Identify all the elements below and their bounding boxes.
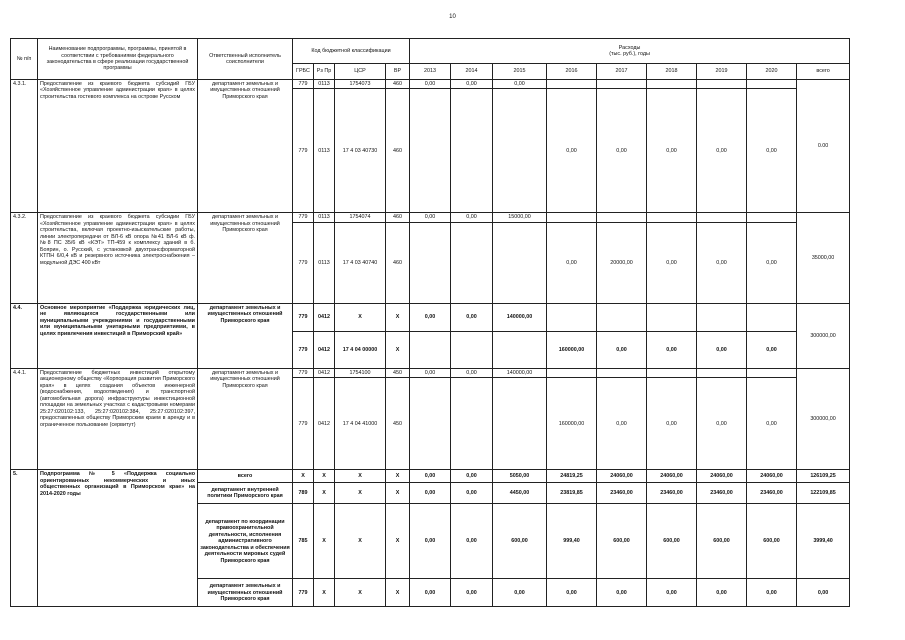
- header-vr: ВР: [386, 64, 410, 80]
- cell-2013: [410, 222, 451, 303]
- cell-total: 126109,25: [797, 470, 850, 483]
- row-executor: департамент внутренней политики Приморского края: [198, 483, 293, 504]
- cell-2017: 0,00: [597, 89, 647, 213]
- cell-vr: 460: [386, 213, 410, 222]
- cell-grbs: 779: [293, 89, 314, 213]
- cell-2017: [597, 368, 647, 377]
- cell-2016: 160000,00: [547, 378, 597, 470]
- row-executor: департамент земельных и имущественных отношений Приморского края: [198, 303, 293, 368]
- header-2013: 2013: [410, 64, 451, 80]
- cell-vr: Х: [386, 331, 410, 368]
- cell-2013: 0,00: [410, 483, 451, 504]
- cell-2013: 0,00: [410, 579, 451, 607]
- cell-rzpr: 0412: [314, 378, 335, 470]
- cell-2020: 600,00: [747, 504, 797, 579]
- cell-vr: 450: [386, 368, 410, 377]
- cell-2013: [410, 89, 451, 213]
- cell-rzpr: Х: [314, 504, 335, 579]
- cell-2016: [547, 368, 597, 377]
- cell-csr: 1754100: [335, 368, 386, 377]
- cell-2015: [493, 378, 547, 470]
- cell-rzpr: 0412: [314, 331, 335, 368]
- cell-total: 0,00: [797, 579, 850, 607]
- cell-csr: 17 4 04 41000: [335, 378, 386, 470]
- cell-2019: [697, 303, 747, 331]
- cell-2020: 0,00: [747, 579, 797, 607]
- cell-2016: 0,00: [547, 222, 597, 303]
- cell-total: 0.00: [797, 80, 850, 213]
- cell-grbs: 779: [293, 303, 314, 331]
- cell-2013: 0,00: [410, 213, 451, 222]
- cell-2019: 0,00: [697, 222, 747, 303]
- cell-grbs: Х: [293, 470, 314, 483]
- cell-rzpr: Х: [314, 579, 335, 607]
- cell-rzpr: Х: [314, 470, 335, 483]
- row-executor: департамент земельных и имущественных отношений Приморского края: [198, 80, 293, 213]
- cell-2019: 23460,00: [697, 483, 747, 504]
- cell-2018: 0,00: [647, 222, 697, 303]
- cell-2014: 0,00: [451, 213, 493, 222]
- cell-2019: [697, 368, 747, 377]
- cell-2017: 24060,00: [597, 470, 647, 483]
- cell-total: 122109,85: [797, 483, 850, 504]
- row-name: Предоставление из краевого бюджета субсидии ГБУ «Хозяйственное управление администрации края» в целях строительства, включая проектно-изыскательские работы, линии электропередачи от ВЛ-6 кВ опора №41 ВЛ-6 кВ ф. №8 ПС 35/6 кВ «КЭТ» ТП-459 к комплексу зданий в б. Боярин, о. Русский, с установкой двухтрансформаторной КТПН 6/0,4 кВ и резервного источника электроснабжения – модульной ДЭС 400 кВт: [38, 213, 198, 303]
- cell-2014: 0,00: [451, 80, 493, 89]
- cell-2016: 0,00: [547, 579, 597, 607]
- cell-grbs: 779: [293, 213, 314, 222]
- cell-vr: Х: [386, 470, 410, 483]
- cell-2020: [747, 303, 797, 331]
- cell-vr: 450: [386, 378, 410, 470]
- row-executor: департамент земельных и имущественных отношений Приморского края: [198, 579, 293, 607]
- cell-2014: 0,00: [451, 368, 493, 377]
- cell-2015: [493, 331, 547, 368]
- cell-2018: 0,00: [647, 579, 697, 607]
- header-2020: 2020: [747, 64, 797, 80]
- header-2019: 2019: [697, 64, 747, 80]
- cell-2013: [410, 378, 451, 470]
- header-2018: 2018: [647, 64, 697, 80]
- cell-grbs: 789: [293, 483, 314, 504]
- cell-2018: 0,00: [647, 378, 697, 470]
- cell-2020: 0,00: [747, 89, 797, 213]
- cell-2014: [451, 378, 493, 470]
- cell-2020: 24060,00: [747, 470, 797, 483]
- cell-csr: Х: [335, 470, 386, 483]
- cell-2018: 24060,00: [647, 470, 697, 483]
- header-csr: ЦСР: [335, 64, 386, 80]
- cell-2018: [647, 368, 697, 377]
- row-num: 4.4.: [11, 303, 38, 368]
- budget-table: [10, 38, 850, 607]
- header-kbk: Код бюджетной классификации: [293, 39, 410, 64]
- cell-2013: [410, 331, 451, 368]
- header-name: Наименование подпрограммы, программы, принятой в соответствии с требованиями федерального законодательства в сфере реализации государственной программы: [38, 39, 198, 80]
- cell-2014: 0,00: [451, 579, 493, 607]
- cell-rzpr: 0113: [314, 213, 335, 222]
- cell-2016: [547, 80, 597, 89]
- cell-2016: 160000,00: [547, 331, 597, 368]
- table-row: [11, 303, 850, 331]
- cell-2020: 0,00: [747, 378, 797, 470]
- cell-2019: 0,00: [697, 89, 747, 213]
- cell-2015: 5050,00: [493, 470, 547, 483]
- cell-2018: 0,00: [647, 89, 697, 213]
- cell-2019: [697, 80, 747, 89]
- cell-rzpr: 0412: [314, 303, 335, 331]
- cell-csr: 17 4 03 40730: [335, 89, 386, 213]
- cell-grbs: 779: [293, 368, 314, 377]
- cell-2019: 0,00: [697, 579, 747, 607]
- cell-total: 300000,00: [797, 303, 850, 368]
- cell-total: 300000,00: [797, 368, 850, 469]
- cell-2015: [493, 89, 547, 213]
- row-name: Предоставление из краевого бюджета субсидий ГБУ «Хозяйственное управление администрации края» в целях строительства гостевого комплекса на острове Русском: [38, 80, 198, 213]
- cell-2017: [597, 213, 647, 222]
- cell-rzpr: 0113: [314, 80, 335, 89]
- cell-2017: 600,00: [597, 504, 647, 579]
- cell-csr: 1754073: [335, 80, 386, 89]
- cell-2016: 24819,25: [547, 470, 597, 483]
- cell-2015: 140000,00: [493, 368, 547, 377]
- header-total: всего: [797, 64, 850, 80]
- row-executor: департамент по координации правоохранительной деятельности, исполнения административного законодательства и обеспечения деятельности мировых судей Приморского края: [198, 504, 293, 579]
- cell-grbs: 779: [293, 579, 314, 607]
- row-executor: департамент земельных и имущественных отношений Приморского края: [198, 368, 293, 469]
- cell-2015: 0,00: [493, 80, 547, 89]
- cell-2018: [647, 303, 697, 331]
- cell-rzpr: Х: [314, 483, 335, 504]
- header-grbs: ГРБС: [293, 64, 314, 80]
- cell-csr: 1754074: [335, 213, 386, 222]
- cell-2014: 0,00: [451, 303, 493, 331]
- table-row: [11, 80, 850, 89]
- cell-total: 35000,00: [797, 213, 850, 303]
- cell-grbs: 779: [293, 331, 314, 368]
- row-executor: всего: [198, 470, 293, 483]
- cell-2017: 23460,00: [597, 483, 647, 504]
- cell-2018: 23460,00: [647, 483, 697, 504]
- cell-2017: 0,00: [597, 331, 647, 368]
- cell-vr: Х: [386, 504, 410, 579]
- cell-2018: 600,00: [647, 504, 697, 579]
- cell-2020: 0,00: [747, 331, 797, 368]
- cell-2018: 0,00: [647, 331, 697, 368]
- cell-2020: [747, 368, 797, 377]
- header-2015: 2015: [493, 64, 547, 80]
- cell-2019: [697, 213, 747, 222]
- cell-vr: Х: [386, 303, 410, 331]
- cell-2014: 0,00: [451, 504, 493, 579]
- row-num: 4.3.2.: [11, 213, 38, 303]
- cell-2016: 0,00: [547, 89, 597, 213]
- cell-rzpr: 0412: [314, 368, 335, 377]
- row-name: Предоставление бюджетных инвестиций открытому акционерному обществу «Корпорация развития Приморского края» в целях создания объектов инженерной (водоснабжения, водоотведения) и транспортной (автомобильная дорога) инфраструктуры инвестиционной площадки на земельных участках с кадастровыми номерами 25:27:020102:133, 25:27:020102:384, 25:27:020102:397, предоставленных обществу Приморским краем в аренду и в ограниченное пользование (сервитут): [38, 368, 198, 469]
- cell-2017: 0,00: [597, 378, 647, 470]
- cell-2020: [747, 213, 797, 222]
- cell-csr: Х: [335, 504, 386, 579]
- cell-2015: 600,00: [493, 504, 547, 579]
- cell-grbs: 785: [293, 504, 314, 579]
- cell-grbs: 779: [293, 222, 314, 303]
- cell-2016: 23819,85: [547, 483, 597, 504]
- table-row: [11, 470, 850, 483]
- cell-2019: 24060,00: [697, 470, 747, 483]
- cell-2013: 0,00: [410, 80, 451, 89]
- cell-2013: 0,00: [410, 368, 451, 377]
- header-executor: Ответственный исполнитель соисполнители: [198, 39, 293, 80]
- cell-2014: 0,00: [451, 483, 493, 504]
- cell-2013: 0,00: [410, 303, 451, 331]
- cell-2014: [451, 331, 493, 368]
- table-header-row: [11, 39, 850, 64]
- row-name: Подпрограмма № 5 «Поддержка социально ориентированных некоммерческих и иных общественных организаций в Приморском крае» на 2014-2020 годы: [38, 470, 198, 607]
- cell-csr: 17 4 03 40740: [335, 222, 386, 303]
- cell-grbs: 779: [293, 378, 314, 470]
- cell-2014: [451, 89, 493, 213]
- cell-2014: [451, 222, 493, 303]
- cell-csr: Х: [335, 483, 386, 504]
- cell-vr: Х: [386, 483, 410, 504]
- cell-csr: Х: [335, 303, 386, 331]
- table-row: [11, 213, 850, 222]
- cell-csr: 17 4 04 00000: [335, 331, 386, 368]
- cell-grbs: 779: [293, 80, 314, 89]
- cell-2018: [647, 80, 697, 89]
- cell-2013: 0,00: [410, 504, 451, 579]
- cell-2017: [597, 303, 647, 331]
- cell-2018: [647, 213, 697, 222]
- cell-2019: 0,00: [697, 331, 747, 368]
- cell-2020: 23460,00: [747, 483, 797, 504]
- cell-vr: 460: [386, 80, 410, 89]
- cell-2020: 0,00: [747, 222, 797, 303]
- cell-2015: 0,00: [493, 579, 547, 607]
- cell-rzpr: 0113: [314, 89, 335, 213]
- cell-2020: [747, 80, 797, 89]
- cell-2015: 140000,00: [493, 303, 547, 331]
- cell-vr: 460: [386, 89, 410, 213]
- header-rzpr: Рз Пр: [314, 64, 335, 80]
- header-2017: 2017: [597, 64, 647, 80]
- header-expenses-unit: (тыс. руб.), годы: [609, 51, 650, 57]
- cell-2016: [547, 213, 597, 222]
- cell-2017: [597, 80, 647, 89]
- page-number: 10: [449, 14, 456, 20]
- row-num: 4.4.1.: [11, 368, 38, 469]
- cell-2016: [547, 303, 597, 331]
- row-executor: департамент земельных и имущественных отношений Приморского края: [198, 213, 293, 303]
- cell-2017: 0,00: [597, 579, 647, 607]
- cell-2019: 0,00: [697, 378, 747, 470]
- header-expenses: [410, 39, 850, 64]
- cell-2017: 20000,00: [597, 222, 647, 303]
- cell-csr: Х: [335, 579, 386, 607]
- header-2016: 2016: [547, 64, 597, 80]
- header-expenses-title: Расходы: [618, 44, 641, 51]
- cell-2015: [493, 222, 547, 303]
- cell-2015: 4450,00: [493, 483, 547, 504]
- header-num: № п/п: [11, 39, 38, 80]
- cell-vr: Х: [386, 579, 410, 607]
- cell-2015: 15000,00: [493, 213, 547, 222]
- cell-2016: 999,40: [547, 504, 597, 579]
- cell-2014: 0,00: [451, 470, 493, 483]
- row-num: 5.: [11, 470, 38, 607]
- header-2014: 2014: [451, 64, 493, 80]
- cell-vr: 460: [386, 222, 410, 303]
- cell-2019: 600,00: [697, 504, 747, 579]
- row-num: 4.3.1.: [11, 80, 38, 213]
- table-row: [11, 368, 850, 377]
- cell-total: 3999,40: [797, 504, 850, 579]
- cell-rzpr: 0113: [314, 222, 335, 303]
- cell-2013: 0,00: [410, 470, 451, 483]
- row-name: Основное мероприятие «Поддержка юридических лиц, не являющихся государственными или муниципальными учреждениями и государственными или муниципальными унитарными предприятиями, в целях привлечения инвестиций в Приморский край»: [38, 303, 198, 368]
